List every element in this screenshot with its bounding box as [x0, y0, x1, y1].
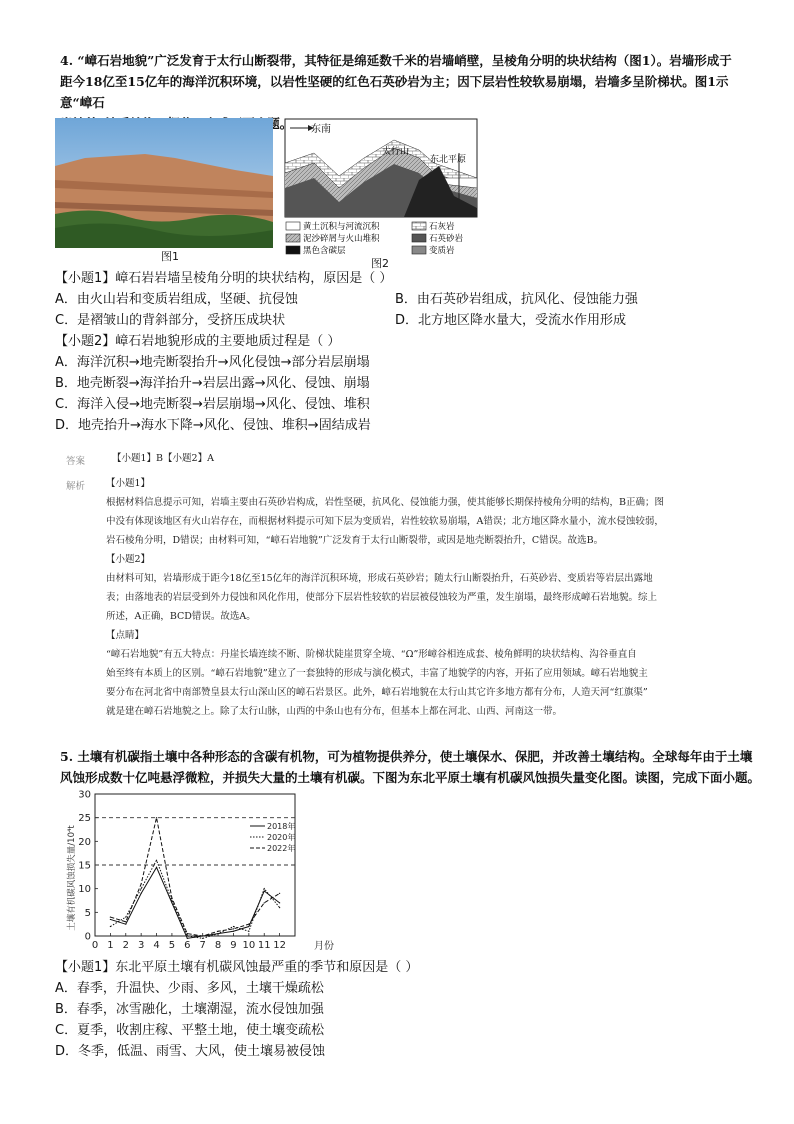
q5-sub1-option-b[interactable]: B．春季，冰雪融化，土壤潮湿，流水侵蚀加强 [55, 1002, 324, 1017]
q4-intro-line: 距今18亿至15亿年的海洋沉积环境，以岩性坚硬的红色石英砂岩为主；因下层岩性较软易崩塌，岩墙多呈阶梯状。图1示意“嶂石 [60, 74, 729, 110]
x-tick-label: 2 [122, 940, 129, 951]
analysis-line: 中没有体现该地区有火山岩存在，而根据材料提示可知下层为变质岩，岩性较软易崩塌，A错误；北方地区降水量小，流水侵蚀较弱， [106, 516, 664, 527]
x-tick-label: 10 [242, 940, 256, 951]
data-point [125, 924, 126, 925]
q4-sub1-option-a[interactable]: A．由火山岩和变质岩组成，坚硬、抗侵蚀 [55, 292, 298, 307]
data-point [279, 902, 280, 903]
x-tick-label: 6 [184, 940, 191, 951]
q5-intro [60, 746, 760, 788]
data-point [171, 902, 172, 903]
legend-label: 变质岩 [429, 246, 455, 256]
data-point [187, 935, 188, 936]
analysis-line: 根据材料信息提示可知，岩墙主要由石英砂岩构成，岩性坚硬，抗风化、侵蚀能力强，使其能够长期保持棱角分明的结构，B正确；图 [106, 497, 664, 508]
y-tick-label: 20 [78, 836, 91, 848]
data-point [171, 898, 172, 899]
q4-sub1-stem: 【小题1】嶂石岩岩墙呈棱角分明的块状结构，原因是（ ） [55, 271, 393, 286]
analysis-label: 解析 [66, 481, 86, 492]
peak-label: 太行山 [382, 147, 410, 157]
q5-sub1-option-a[interactable]: A．春季，升温快、少雨、多风，土壤干燥疏松 [55, 981, 324, 996]
fig2-diagram [284, 118, 478, 268]
x-tick-label: 8 [214, 940, 222, 951]
data-point [279, 907, 280, 908]
x-tick-label: 3 [137, 940, 145, 951]
x-tick-label: 5 [168, 940, 176, 951]
data-point [110, 926, 111, 927]
analysis-heading: 【小题2】 [106, 554, 151, 565]
legend-label: 2020年 [267, 833, 296, 842]
legend-label: 2018年 [267, 822, 296, 831]
data-point [171, 900, 172, 901]
y-tick-label: 15 [78, 860, 91, 872]
data-point [264, 888, 265, 889]
answer-text: 【小题1】B【小题2】A [112, 453, 214, 464]
q5-intro-line: 5. 土壤有机碳指土壤中各种形态的含碳有机物，可为植物提供养分，使土壤保水、保肥，并改善土壤结构。全球每年由于土壤 [60, 749, 753, 764]
series-line-2020年 [110, 860, 279, 938]
data-point [187, 933, 188, 934]
legend-label: 黄土沉积与河流沉积 [303, 222, 380, 232]
legend-label: 石英砂岩 [429, 234, 464, 244]
data-point [248, 924, 249, 925]
data-point [187, 938, 188, 939]
legend-label: 石灰岩 [429, 222, 455, 232]
q5-sub1-option-d[interactable]: D．冬季，低温、雨雪、大风，使土壤易被侵蚀 [55, 1044, 326, 1059]
y-tick-label: 30 [78, 789, 91, 801]
series-line-2018年 [110, 867, 279, 938]
legend-label: 黑色含碳层 [303, 246, 346, 256]
q4-sub2-stem: 【小题2】嶂石岩地貌形成的主要地质过程是（ ） [55, 334, 341, 349]
data-point [156, 867, 157, 868]
y-axis-label: 土壤有机碳风蚀损失量/10⁴t [67, 825, 77, 931]
x-tick-label: 11 [257, 940, 271, 951]
x-tick-label: 0 [91, 940, 99, 951]
data-point [125, 916, 126, 917]
geologic-section-diagram [284, 118, 478, 268]
data-point [217, 933, 218, 934]
data-point [156, 860, 157, 861]
fig2-caption: 图2 [371, 257, 389, 270]
q4-sub2-option-d[interactable]: D．地壳抬升→海水下降→风化、侵蚀、堆积→固结成岩 [55, 418, 371, 433]
legend-label: 2022年 [267, 844, 296, 853]
data-point [110, 919, 111, 920]
analysis-line: 由材料可知，岩墙形成于距今18亿至15亿年的海洋沉积环境，形成石英砂岩；随太行山断裂抬升，石英砂岩、变质岩等岩层出露地 [106, 573, 653, 584]
data-point [141, 888, 142, 889]
data-point [264, 890, 265, 891]
soil-carbon-chart [60, 788, 334, 958]
fig1-photo [55, 118, 273, 248]
legend-label: 泥沙碎屑与火山堆积 [303, 234, 380, 244]
y-tick-label: 10 [78, 884, 91, 896]
analysis-line: “嶂石岩地貌”有五大特点：丹崖长墙连续不断、阶梯状陡崖贯穿全境、“Ω”形嶂谷相连成套、棱角鲜明的块状结构、沟谷垂直自 [106, 649, 637, 660]
data-point [141, 883, 142, 884]
answer-label: 答案 [66, 456, 86, 467]
x-tick-label: 7 [199, 940, 206, 951]
data-point [156, 817, 157, 818]
data-point [110, 916, 111, 917]
analysis-line: 始至终有本质上的区别。“嶂石岩地貌”建立了一套独特的形成与演化模式，丰富了地貌学的内容，开拓了应用领域。嶂石岩地貌主 [106, 668, 648, 679]
analysis-line: 表；由落地表的岩层受到外力侵蚀和风化作用，使部分下层岩性较软的岩层被侵蚀较为严重，发生崩塌，最终形成嶂石岩地貌。综上 [106, 592, 658, 603]
analysis-line: 要分布在河北省中南部赞皇县太行山深山区的嶂石岩景区。此外，嶂石岩地貌在太行山其它许多地方都有分布，人造天河“红旗渠” [106, 687, 648, 698]
data-point [202, 935, 203, 936]
data-point [125, 921, 126, 922]
q5-intro-line: 风蚀形成数十亿吨悬浮微粒，并损失大量的土壤有机碳。下图为东北平原土壤有机碳风蚀损失量变化图。读图，完成下面小题。 [60, 770, 761, 785]
x-tick-label: 1 [107, 940, 114, 951]
q4-sub1-option-c[interactable]: C．是褶皱山的背斜部分，受挤压成块状 [55, 313, 286, 328]
q4-sub1-option-b[interactable]: B．由石英砂岩组成，抗风化、侵蚀能力强 [395, 292, 638, 307]
data-point [264, 902, 265, 903]
analysis-line: 所述，A正确，BCD错误。故选A。 [106, 611, 256, 622]
analysis-line: 就是建在嶂石岩地貌之上。除了太行山脉，山西的中条山也有分布，但基本上都在河北、山西、河南这一带。 [106, 706, 563, 717]
analysis-body [106, 474, 746, 721]
q5-sub1-stem: 【小题1】东北平原土壤有机碳风蚀最严重的季节和原因是（ ） [55, 960, 419, 975]
x-axis-label: 月份 [314, 941, 334, 952]
y-tick-label: 5 [84, 907, 91, 919]
q4-sub2-option-c[interactable]: C．海洋入侵→地壳断裂→岩层崩塌→风化、侵蚀、堆积 [55, 397, 370, 412]
data-point [233, 931, 234, 932]
fig1-caption: 图1 [161, 250, 179, 263]
analysis-heading: 【点睛】 [106, 630, 145, 641]
analysis-heading: 【小题1】 [106, 478, 151, 489]
q4-sub1-option-d[interactable]: D．北方地区降水量大，受流水作用形成 [395, 313, 627, 328]
q4-intro-line: 4. “嶂石岩地貌”广泛发育于太行山断裂带，其特征是绵延数千米的岩墙峭壁，呈棱角分明的块状结构（图1）。岩墙形成于 [60, 53, 732, 68]
plain-label: 东北平原 [430, 155, 467, 165]
q5-sub1-option-c[interactable]: C．夏季，收割庄稼、平整土地，使土壤变疏松 [55, 1023, 325, 1038]
cliff-photo-image [55, 118, 273, 248]
x-tick-label: 9 [230, 940, 237, 951]
data-point [248, 931, 249, 932]
y-tick-label: 25 [78, 813, 91, 825]
direction-label: 东南 [311, 124, 331, 135]
data-point [141, 893, 142, 894]
fig2-legend [286, 221, 464, 256]
q4-sub2-option-a[interactable]: A．海洋沉积→地壳断裂抬升→风化侵蚀→部分岩层崩塌 [55, 355, 370, 370]
line-chart-svg [60, 788, 334, 958]
x-tick-label: 4 [153, 940, 160, 951]
data-point [248, 926, 249, 927]
series-line-2022年 [110, 818, 279, 936]
data-point [233, 928, 234, 929]
analysis-line: 岩石棱角分明，D错误；由材料可知，“嶂石岩地貌”广泛发育于太行山断裂带，或因是地壳断裂抬升，C错误。故选B。 [106, 535, 604, 546]
data-point [233, 926, 234, 927]
q4-sub2-option-b[interactable]: B．地壳断裂→海洋抬升→岩层出露→风化、侵蚀、崩塌 [55, 376, 370, 391]
y-tick-label: 0 [84, 931, 91, 943]
x-tick-label: 12 [273, 940, 286, 951]
data-point [202, 938, 203, 939]
data-point [217, 931, 218, 932]
data-point [279, 893, 280, 894]
